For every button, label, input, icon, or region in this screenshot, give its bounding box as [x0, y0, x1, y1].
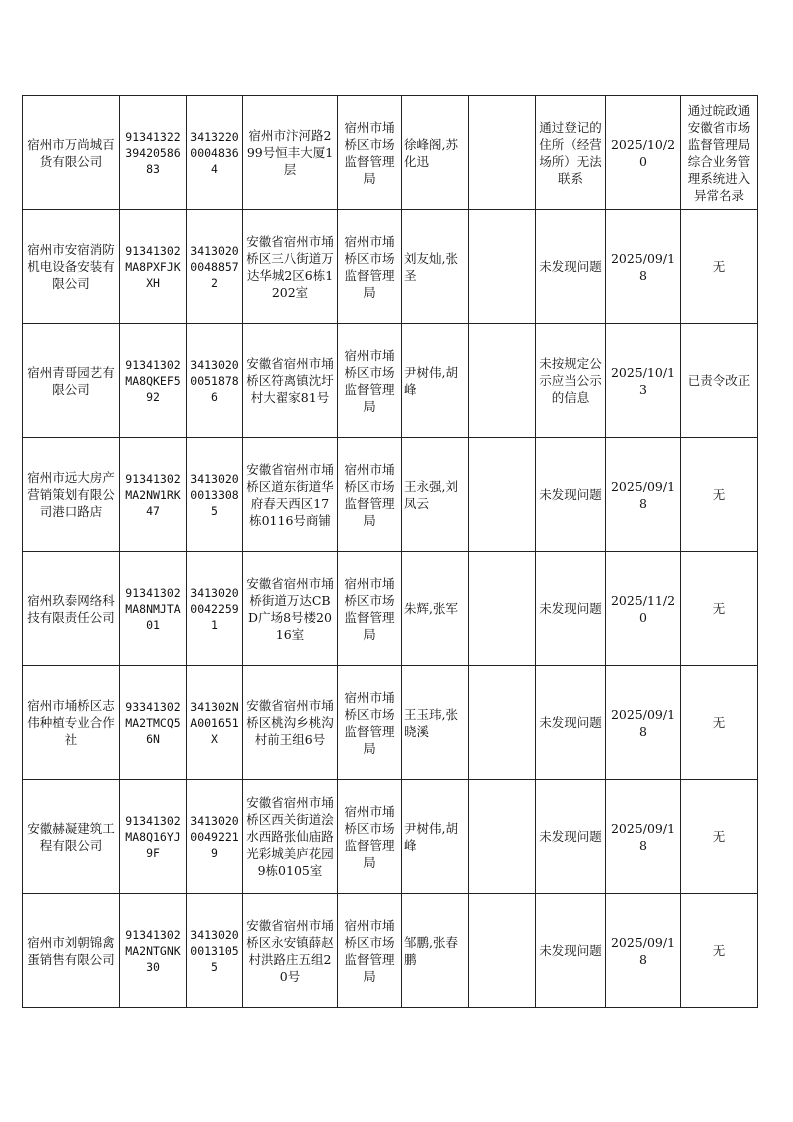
- inspection-result-cell: 未发现问题: [536, 552, 606, 666]
- company-name-cell: 宿州市远大房产营销策划有限公司港口路店: [23, 438, 120, 552]
- table-row: [23, 438, 758, 552]
- empty-cell: [469, 552, 536, 666]
- inspection-date-cell: 2025/10/20: [606, 96, 681, 210]
- registration-number-cell: 341322000048364: [187, 96, 243, 210]
- empty-cell: [469, 780, 536, 894]
- table-row: [23, 96, 758, 210]
- company-name-cell: 宿州青哥园艺有限公司: [23, 324, 120, 438]
- address-cell: 安徽省宿州市埇桥区三八街道万达华城2区6栋1202室: [243, 210, 338, 324]
- company-name-cell: 宿州市安宿消防机电设备安装有限公司: [23, 210, 120, 324]
- table-row: [23, 324, 758, 438]
- handling-cell: 无: [681, 780, 758, 894]
- inspectors-cell: 王玉玮,张晓溪: [402, 666, 469, 780]
- inspection-date-cell: 2025/09/18: [606, 438, 681, 552]
- company-name-cell: 宿州市刘朝锦禽蛋销售有限公司: [23, 894, 120, 1008]
- credit-code-cell: 91341302MA8PXFJKXH: [120, 210, 187, 324]
- table-row: [23, 666, 758, 780]
- inspectors-cell: 尹树伟,胡峰: [402, 324, 469, 438]
- inspection-result-cell: 通过登记的住所（经营场所）无法联系: [536, 96, 606, 210]
- inspection-result-cell: 未发现问题: [536, 210, 606, 324]
- inspection-result-cell: 未发现问题: [536, 666, 606, 780]
- credit-code-cell: 91341302MA2NTGNK30: [120, 894, 187, 1008]
- authority-cell: 宿州市埇桥区市场监督管理局: [338, 210, 402, 324]
- authority-cell: 宿州市埇桥区市场监督管理局: [338, 324, 402, 438]
- inspection-result-cell: 未发现问题: [536, 438, 606, 552]
- address-cell: 安徽省宿州市埇桥区永安镇薛赵村洪路庄五组20号: [243, 894, 338, 1008]
- table-row: [23, 552, 758, 666]
- inspection-date-cell: 2025/09/18: [606, 210, 681, 324]
- empty-cell: [469, 210, 536, 324]
- company-name-cell: 宿州玖泰网络科技有限责任公司: [23, 552, 120, 666]
- credit-code-cell: 91341302MA8NMJTA01: [120, 552, 187, 666]
- registration-number-cell: 341302000488572: [187, 210, 243, 324]
- address-cell: 安徽省宿州市埇桥区符离镇沈圩村大翟家81号: [243, 324, 338, 438]
- credit-code-cell: 913413223942058683: [120, 96, 187, 210]
- inspectors-cell: 徐峰阁,苏化迅: [402, 96, 469, 210]
- inspection-date-cell: 2025/11/20: [606, 552, 681, 666]
- inspection-result-cell: 未发现问题: [536, 894, 606, 1008]
- table-row: [23, 210, 758, 324]
- company-name-cell: 宿州市埇桥区志伟种植专业合作社: [23, 666, 120, 780]
- inspectors-cell: 朱辉,张军: [402, 552, 469, 666]
- inspection-result-cell: 未按规定公示应当公示的信息: [536, 324, 606, 438]
- credit-code-cell: 91341302MA8QKEF592: [120, 324, 187, 438]
- inspection-date-cell: 2025/10/13: [606, 324, 681, 438]
- authority-cell: 宿州市埇桥区市场监督管理局: [338, 438, 402, 552]
- authority-cell: 宿州市埇桥区市场监督管理局: [338, 666, 402, 780]
- inspection-date-cell: 2025/09/18: [606, 780, 681, 894]
- address-cell: 安徽省宿州市埇桥区西关街道浍水西路张仙庙路光彩城美庐花园9栋0105室: [243, 780, 338, 894]
- inspectors-cell: 邹鹏,张春鹏: [402, 894, 469, 1008]
- handling-cell: 无: [681, 552, 758, 666]
- inspectors-cell: 王永强,刘凤云: [402, 438, 469, 552]
- table-row: [23, 894, 758, 1008]
- registration-number-cell: 341302000133085: [187, 438, 243, 552]
- address-cell: 安徽省宿州市埇桥区道东街道华府春天西区17栋0116号商铺: [243, 438, 338, 552]
- credit-code-cell: 91341302MA2NW1RK47: [120, 438, 187, 552]
- authority-cell: 宿州市埇桥区市场监督管理局: [338, 894, 402, 1008]
- empty-cell: [469, 894, 536, 1008]
- credit-code-cell: 93341302MA2TMCQ56N: [120, 666, 187, 780]
- handling-cell: 通过皖政通安徽省市场监督管理局综合业务管理系统进入异常名录: [681, 96, 758, 210]
- registration-number-cell: 341302000518786: [187, 324, 243, 438]
- address-cell: 宿州市汴河路299号恒丰大厦1层: [243, 96, 338, 210]
- handling-cell: 无: [681, 438, 758, 552]
- registration-number-cell: 341302000422591: [187, 552, 243, 666]
- registration-number-cell: 341302NA001651X: [187, 666, 243, 780]
- authority-cell: 宿州市埇桥区市场监督管理局: [338, 96, 402, 210]
- registration-number-cell: 341302000492219: [187, 780, 243, 894]
- registration-number-cell: 341302000131055: [187, 894, 243, 1008]
- inspectors-cell: 刘友灿,张圣: [402, 210, 469, 324]
- handling-cell: 无: [681, 894, 758, 1008]
- empty-cell: [469, 438, 536, 552]
- company-name-cell: 宿州市万尚城百货有限公司: [23, 96, 120, 210]
- company-name-cell: 安徽赫凝建筑工程有限公司: [23, 780, 120, 894]
- handling-cell: 无: [681, 210, 758, 324]
- inspectors-cell: 尹树伟,胡峰: [402, 780, 469, 894]
- authority-cell: 宿州市埇桥区市场监督管理局: [338, 552, 402, 666]
- inspection-date-cell: 2025/09/18: [606, 894, 681, 1008]
- credit-code-cell: 91341302MA8Q16YJ9F: [120, 780, 187, 894]
- address-cell: 安徽省宿州市埇桥街道万达CBD广场8号楼2016室: [243, 552, 338, 666]
- address-cell: 安徽省宿州市埇桥区桃沟乡桃沟村前王组6号: [243, 666, 338, 780]
- inspection-result-cell: 未发现问题: [536, 780, 606, 894]
- handling-cell: 已责令改正: [681, 324, 758, 438]
- handling-cell: 无: [681, 666, 758, 780]
- table-row: [23, 780, 758, 894]
- inspection-results-table: [22, 95, 758, 1008]
- authority-cell: 宿州市埇桥区市场监督管理局: [338, 780, 402, 894]
- inspection-date-cell: 2025/09/18: [606, 666, 681, 780]
- empty-cell: [469, 666, 536, 780]
- empty-cell: [469, 324, 536, 438]
- empty-cell: [469, 96, 536, 210]
